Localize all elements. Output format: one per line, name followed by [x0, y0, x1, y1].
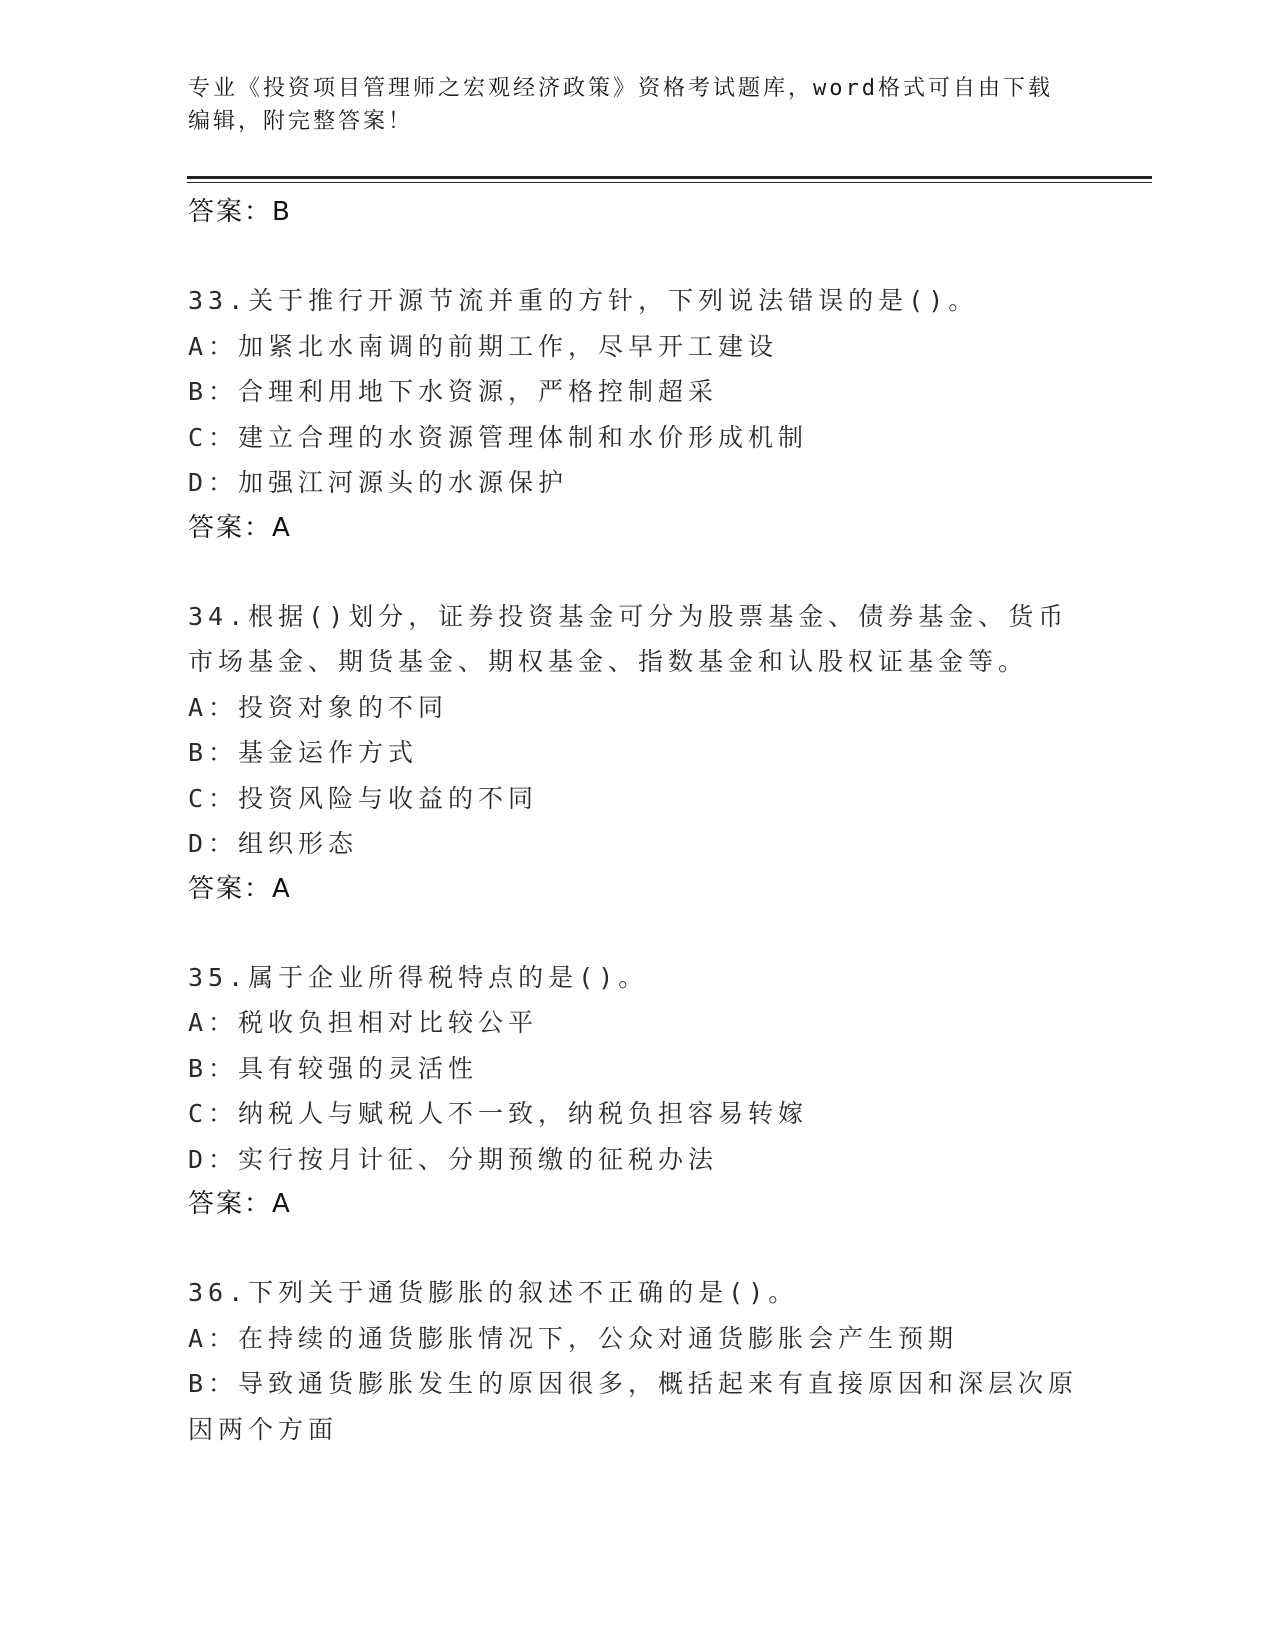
option-c: C：投资风险与收益的不同	[188, 783, 539, 813]
question-stem: 34.根据()划分，证券投资基金可分为股票基金、债券基金、货币市场基金、期货基金、期权基金、指数基金和认股权证基金等。	[188, 601, 1069, 676]
question-list	[188, 190, 1088, 1452]
option-b: B：合理利用地下水资源，严格控制超采	[188, 377, 719, 406]
answer-line: 答案：B	[188, 197, 292, 227]
question-stem: 35.属于企业所得税特点的是()。	[188, 962, 649, 992]
answer-line: 答案：A	[188, 873, 292, 904]
header-text: 专业《投资项目管理师之宏观经济政策》资格考试题库，word格式可自由下载编辑，附完整答案！	[188, 76, 1053, 134]
header-rule-thick	[187, 176, 1152, 179]
option-b: B：导致通货膨胀发生的原因很多，概括起来有直接原因和深层次原因两个方面	[188, 1369, 1079, 1444]
option-c: C：纳税人与赋税人不一致，纳税负担容易转嫁	[188, 1099, 809, 1128]
option-a: A：投资对象的不同	[188, 692, 449, 722]
option-d: D：实行按月计征、分期预缴的征税办法	[188, 1144, 719, 1174]
header-rule-thin	[187, 182, 1152, 183]
question-item	[188, 278, 1088, 550]
question-stem: 36.下列关于通货膨胀的叙述不正确的是()。	[188, 1278, 799, 1307]
option-b: B：基金运作方式	[188, 738, 419, 767]
question-item	[188, 594, 1088, 911]
option-c: C：建立合理的水资源管理体制和水价形成机制	[188, 422, 809, 452]
option-b: B：具有较强的灵活性	[188, 1053, 479, 1083]
option-a: A：税收负担相对比较公平	[188, 1008, 539, 1037]
option-a: A：加紧北水南调的前期工作，尽早开工建设	[188, 331, 779, 361]
document-header	[188, 72, 1068, 138]
question-stem: 33.关于推行开源节流并重的方针，下列说法错误的是()。	[188, 286, 979, 315]
answer-line: 答案：A	[188, 512, 292, 543]
option-a: A：在持续的通货膨胀情况下，公众对通货膨胀会产生预期	[188, 1323, 959, 1353]
question-item	[188, 1270, 1088, 1452]
question-item	[188, 955, 1088, 1227]
answer-line: 答案：A	[188, 1189, 292, 1219]
option-d: D：加强江河源头的水源保护	[188, 468, 569, 497]
option-d: D：组织形态	[188, 829, 359, 858]
